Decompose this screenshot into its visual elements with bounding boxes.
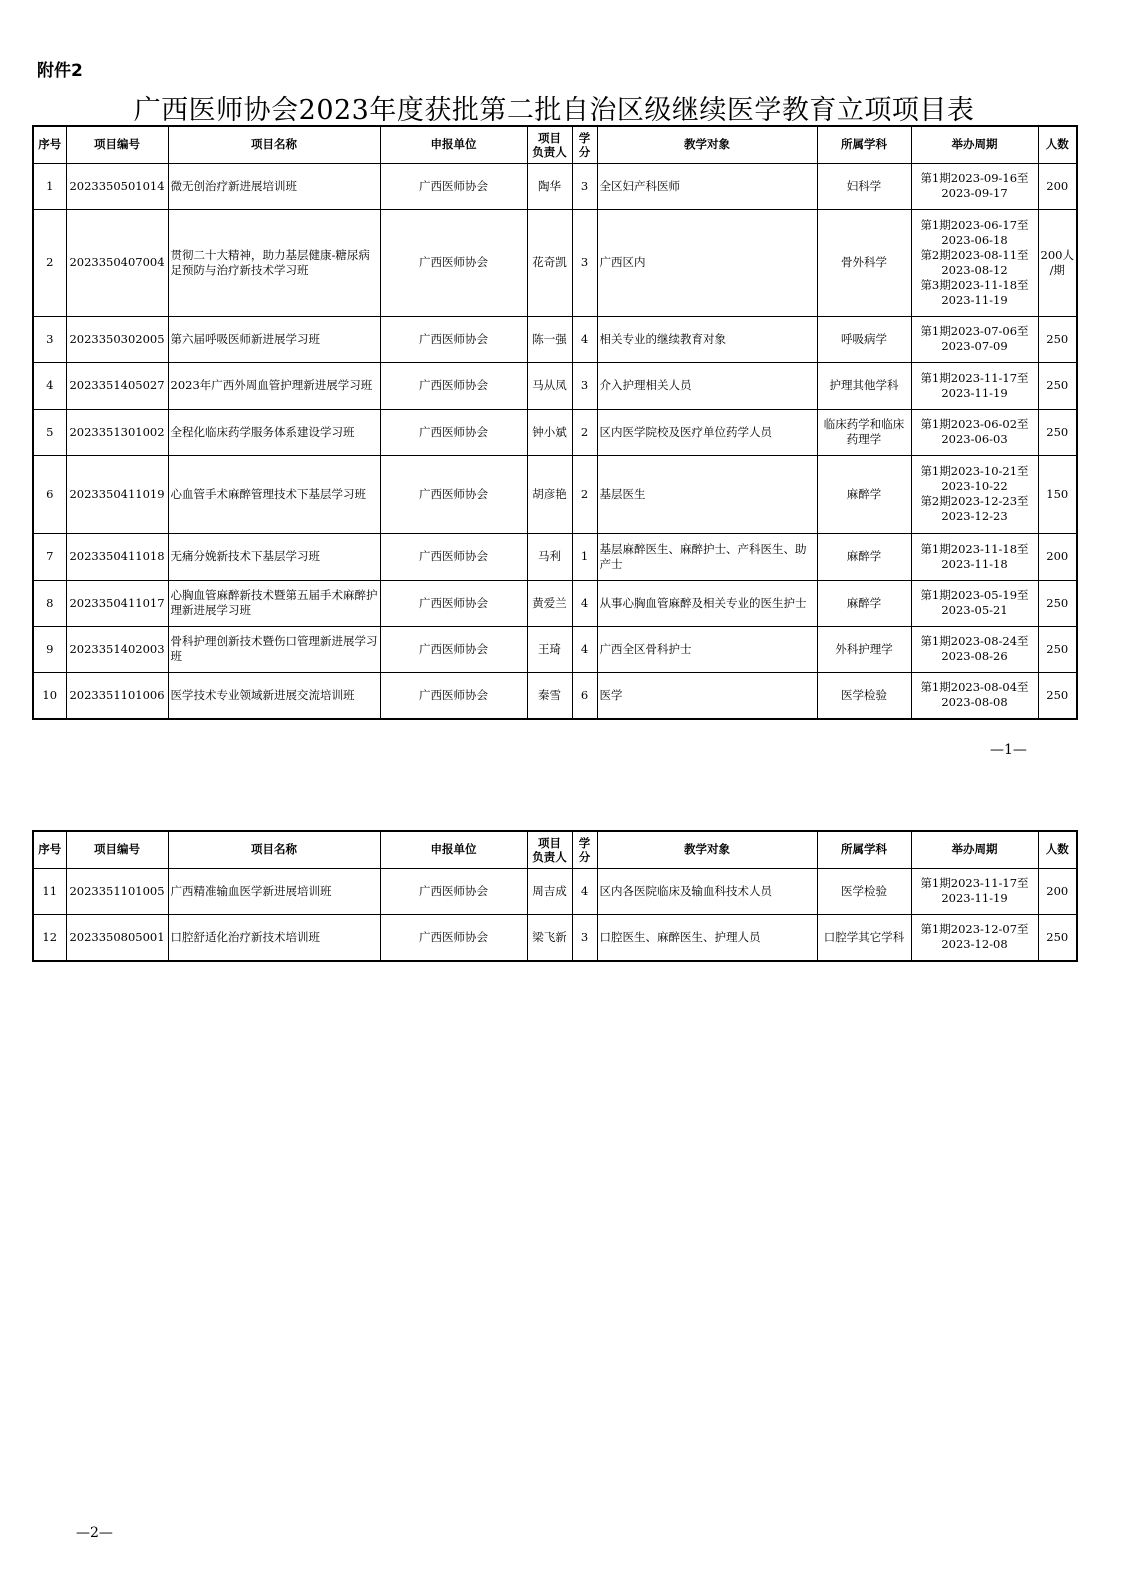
header-target: 教学对象 (597, 831, 817, 868)
cell-period: 第1期2023-11-17至 2023-11-19 (911, 362, 1038, 409)
page-title: 广西医师协会2023年度获批第二批自治区级继续医学教育立项项目表 (133, 95, 975, 126)
cell-credit: 3 (572, 914, 597, 961)
cell-seq: 1 (33, 163, 66, 209)
cell-name: 心胸血管麻醉新技术暨第五届手术麻醉护理新进展学习班 (168, 580, 380, 626)
header-leader: 项目 负责人 (527, 126, 572, 163)
header-name: 项目名称 (168, 126, 380, 163)
header-discipline: 所属学科 (817, 831, 911, 868)
header-count: 人数 (1038, 126, 1077, 163)
cell-target: 介入护理相关人员 (597, 362, 817, 409)
cell-leader: 王琦 (527, 626, 572, 672)
cell-code: 2023350302005 (66, 316, 168, 362)
cell-seq: 9 (33, 626, 66, 672)
cell-target: 全区妇产科医师 (597, 163, 817, 209)
cell-seq: 3 (33, 316, 66, 362)
cell-target: 区内各医院临床及输血科技术人员 (597, 868, 817, 914)
attachment-label: 附件2 (37, 61, 83, 81)
cell-leader: 胡彦艳 (527, 455, 572, 533)
table-row (33, 580, 1077, 626)
cell-credit: 4 (572, 316, 597, 362)
cell-period: 第1期2023-06-02至 2023-06-03 (911, 409, 1038, 455)
cell-target: 基层医生 (597, 455, 817, 533)
table-header-row (33, 831, 1077, 868)
cell-unit: 广西医师协会 (380, 626, 527, 672)
cell-count: 200 (1038, 163, 1077, 209)
cell-period: 第1期2023-11-18至 2023-11-18 (911, 533, 1038, 580)
table-row (33, 533, 1077, 580)
cell-count: 250 (1038, 580, 1077, 626)
cell-period: 第1期2023-10-21至 2023-10-22 第2期2023-12-23至 2023-12-23 (911, 455, 1038, 533)
cell-leader: 陶华 (527, 163, 572, 209)
page-number-1: —1— (990, 742, 1027, 758)
cell-code: 2023351402003 (66, 626, 168, 672)
header-credit: 学 分 (572, 126, 597, 163)
cell-code: 2023350805001 (66, 914, 168, 961)
cell-discipline: 骨外科学 (817, 209, 911, 316)
header-code: 项目编号 (66, 126, 168, 163)
cell-name: 口腔舒适化治疗新技术培训班 (168, 914, 380, 961)
cell-period: 第1期2023-08-24至 2023-08-26 (911, 626, 1038, 672)
table-header-row (33, 126, 1077, 163)
cell-name: 第六届呼吸医师新进展学习班 (168, 316, 380, 362)
cell-leader: 花奇凯 (527, 209, 572, 316)
cell-unit: 广西医师协会 (380, 316, 527, 362)
cell-unit: 广西医师协会 (380, 362, 527, 409)
header-code: 项目编号 (66, 831, 168, 868)
cell-credit: 3 (572, 362, 597, 409)
cell-count: 250 (1038, 316, 1077, 362)
cell-count: 200 (1038, 868, 1077, 914)
cell-target: 区内医学院校及医疗单位药学人员 (597, 409, 817, 455)
cell-unit: 广西医师协会 (380, 209, 527, 316)
cell-code: 2023350411018 (66, 533, 168, 580)
table-row (33, 409, 1077, 455)
header-seq: 序号 (33, 831, 66, 868)
table-row (33, 362, 1077, 409)
cell-code: 2023350501014 (66, 163, 168, 209)
project-table-page-1 (32, 125, 1078, 720)
cell-period: 第1期2023-11-17至 2023-11-19 (911, 868, 1038, 914)
cell-discipline: 临床药学和临床药理学 (817, 409, 911, 455)
cell-unit: 广西医师协会 (380, 163, 527, 209)
cell-period: 第1期2023-05-19至 2023-05-21 (911, 580, 1038, 626)
header-discipline: 所属学科 (817, 126, 911, 163)
header-leader: 项目 负责人 (527, 831, 572, 868)
cell-discipline: 呼吸病学 (817, 316, 911, 362)
cell-leader: 黄爱兰 (527, 580, 572, 626)
cell-seq: 11 (33, 868, 66, 914)
cell-credit: 2 (572, 455, 597, 533)
cell-seq: 6 (33, 455, 66, 533)
cell-seq: 5 (33, 409, 66, 455)
cell-count: 250 (1038, 626, 1077, 672)
table-row (33, 626, 1077, 672)
header-unit: 申报单位 (380, 126, 527, 163)
cell-code: 2023350411019 (66, 455, 168, 533)
cell-seq: 2 (33, 209, 66, 316)
header-count: 人数 (1038, 831, 1077, 868)
cell-period: 第1期2023-07-06至 2023-07-09 (911, 316, 1038, 362)
cell-seq: 7 (33, 533, 66, 580)
cell-target: 从事心胸血管麻醉及相关专业的医生护士 (597, 580, 817, 626)
cell-discipline: 医学检验 (817, 868, 911, 914)
cell-period: 第1期2023-08-04至 2023-08-08 (911, 672, 1038, 719)
cell-code: 2023350407004 (66, 209, 168, 316)
cell-name: 心血管手术麻醉管理技术下基层学习班 (168, 455, 380, 533)
cell-target: 广西区内 (597, 209, 817, 316)
header-name: 项目名称 (168, 831, 380, 868)
cell-credit: 1 (572, 533, 597, 580)
cell-leader: 马从凤 (527, 362, 572, 409)
cell-leader: 周吉成 (527, 868, 572, 914)
cell-name: 医学技术专业领域新进展交流培训班 (168, 672, 380, 719)
cell-leader: 梁飞新 (527, 914, 572, 961)
table-row (33, 163, 1077, 209)
table-row (33, 209, 1077, 316)
cell-target: 相关专业的继续教育对象 (597, 316, 817, 362)
cell-count: 250 (1038, 672, 1077, 719)
cell-leader: 陈一强 (527, 316, 572, 362)
cell-discipline: 麻醉学 (817, 533, 911, 580)
cell-unit: 广西医师协会 (380, 672, 527, 719)
cell-unit: 广西医师协会 (380, 580, 527, 626)
cell-discipline: 护理其他学科 (817, 362, 911, 409)
cell-period: 第1期2023-12-07至 2023-12-08 (911, 914, 1038, 961)
cell-credit: 4 (572, 580, 597, 626)
cell-target: 口腔医生、麻醉医生、护理人员 (597, 914, 817, 961)
cell-code: 2023351101005 (66, 868, 168, 914)
table-row (33, 672, 1077, 719)
cell-leader: 马利 (527, 533, 572, 580)
cell-count: 250 (1038, 409, 1077, 455)
cell-name: 2023年广西外周血管护理新进展学习班 (168, 362, 380, 409)
cell-discipline: 妇科学 (817, 163, 911, 209)
cell-unit: 广西医师协会 (380, 409, 527, 455)
cell-credit: 4 (572, 868, 597, 914)
table-row (33, 455, 1077, 533)
cell-leader: 钟小斌 (527, 409, 572, 455)
header-credit: 学 分 (572, 831, 597, 868)
cell-count: 250 (1038, 914, 1077, 961)
cell-discipline: 外科护理学 (817, 626, 911, 672)
cell-discipline: 麻醉学 (817, 580, 911, 626)
cell-name: 无痛分娩新技术下基层学习班 (168, 533, 380, 580)
table-row (33, 316, 1077, 362)
cell-target: 基层麻醉医生、麻醉护士、产科医生、助产士 (597, 533, 817, 580)
cell-code: 2023351301002 (66, 409, 168, 455)
cell-unit: 广西医师协会 (380, 533, 527, 580)
cell-seq: 8 (33, 580, 66, 626)
table-row (33, 868, 1077, 914)
cell-code: 2023351101006 (66, 672, 168, 719)
cell-period: 第1期2023-06-17至 2023-06-18 第2期2023-08-11至 2023-08-12 第3期2023-11-18至 2023-11-19 (911, 209, 1038, 316)
cell-credit: 3 (572, 163, 597, 209)
cell-count: 250 (1038, 362, 1077, 409)
cell-seq: 10 (33, 672, 66, 719)
cell-period: 第1期2023-09-16至 2023-09-17 (911, 163, 1038, 209)
cell-discipline: 口腔学其它学科 (817, 914, 911, 961)
header-period: 举办周期 (911, 126, 1038, 163)
header-target: 教学对象 (597, 126, 817, 163)
project-table-page-2 (32, 830, 1078, 962)
cell-count: 150 (1038, 455, 1077, 533)
cell-target: 医学 (597, 672, 817, 719)
header-unit: 申报单位 (380, 831, 527, 868)
cell-name: 全程化临床药学服务体系建设学习班 (168, 409, 380, 455)
header-period: 举办周期 (911, 831, 1038, 868)
header-seq: 序号 (33, 126, 66, 163)
cell-credit: 4 (572, 626, 597, 672)
cell-unit: 广西医师协会 (380, 455, 527, 533)
cell-discipline: 医学检验 (817, 672, 911, 719)
cell-unit: 广西医师协会 (380, 868, 527, 914)
page-number-2: —2— (76, 1525, 113, 1541)
cell-seq: 12 (33, 914, 66, 961)
cell-credit: 6 (572, 672, 597, 719)
cell-code: 2023351405027 (66, 362, 168, 409)
table-row (33, 914, 1077, 961)
cell-seq: 4 (33, 362, 66, 409)
cell-target: 广西全区骨科护士 (597, 626, 817, 672)
cell-count: 200人 /期 (1038, 209, 1077, 316)
cell-name: 骨科护理创新技术暨伤口管理新进展学习班 (168, 626, 380, 672)
cell-name: 广西精准输血医学新进展培训班 (168, 868, 380, 914)
cell-discipline: 麻醉学 (817, 455, 911, 533)
cell-name: 微无创治疗新进展培训班 (168, 163, 380, 209)
cell-name: 贯彻二十大精神，助力基层健康-糖尿病足预防与治疗新技术学习班 (168, 209, 380, 316)
cell-code: 2023350411017 (66, 580, 168, 626)
cell-credit: 3 (572, 209, 597, 316)
cell-unit: 广西医师协会 (380, 914, 527, 961)
cell-credit: 2 (572, 409, 597, 455)
cell-count: 200 (1038, 533, 1077, 580)
cell-leader: 秦雪 (527, 672, 572, 719)
